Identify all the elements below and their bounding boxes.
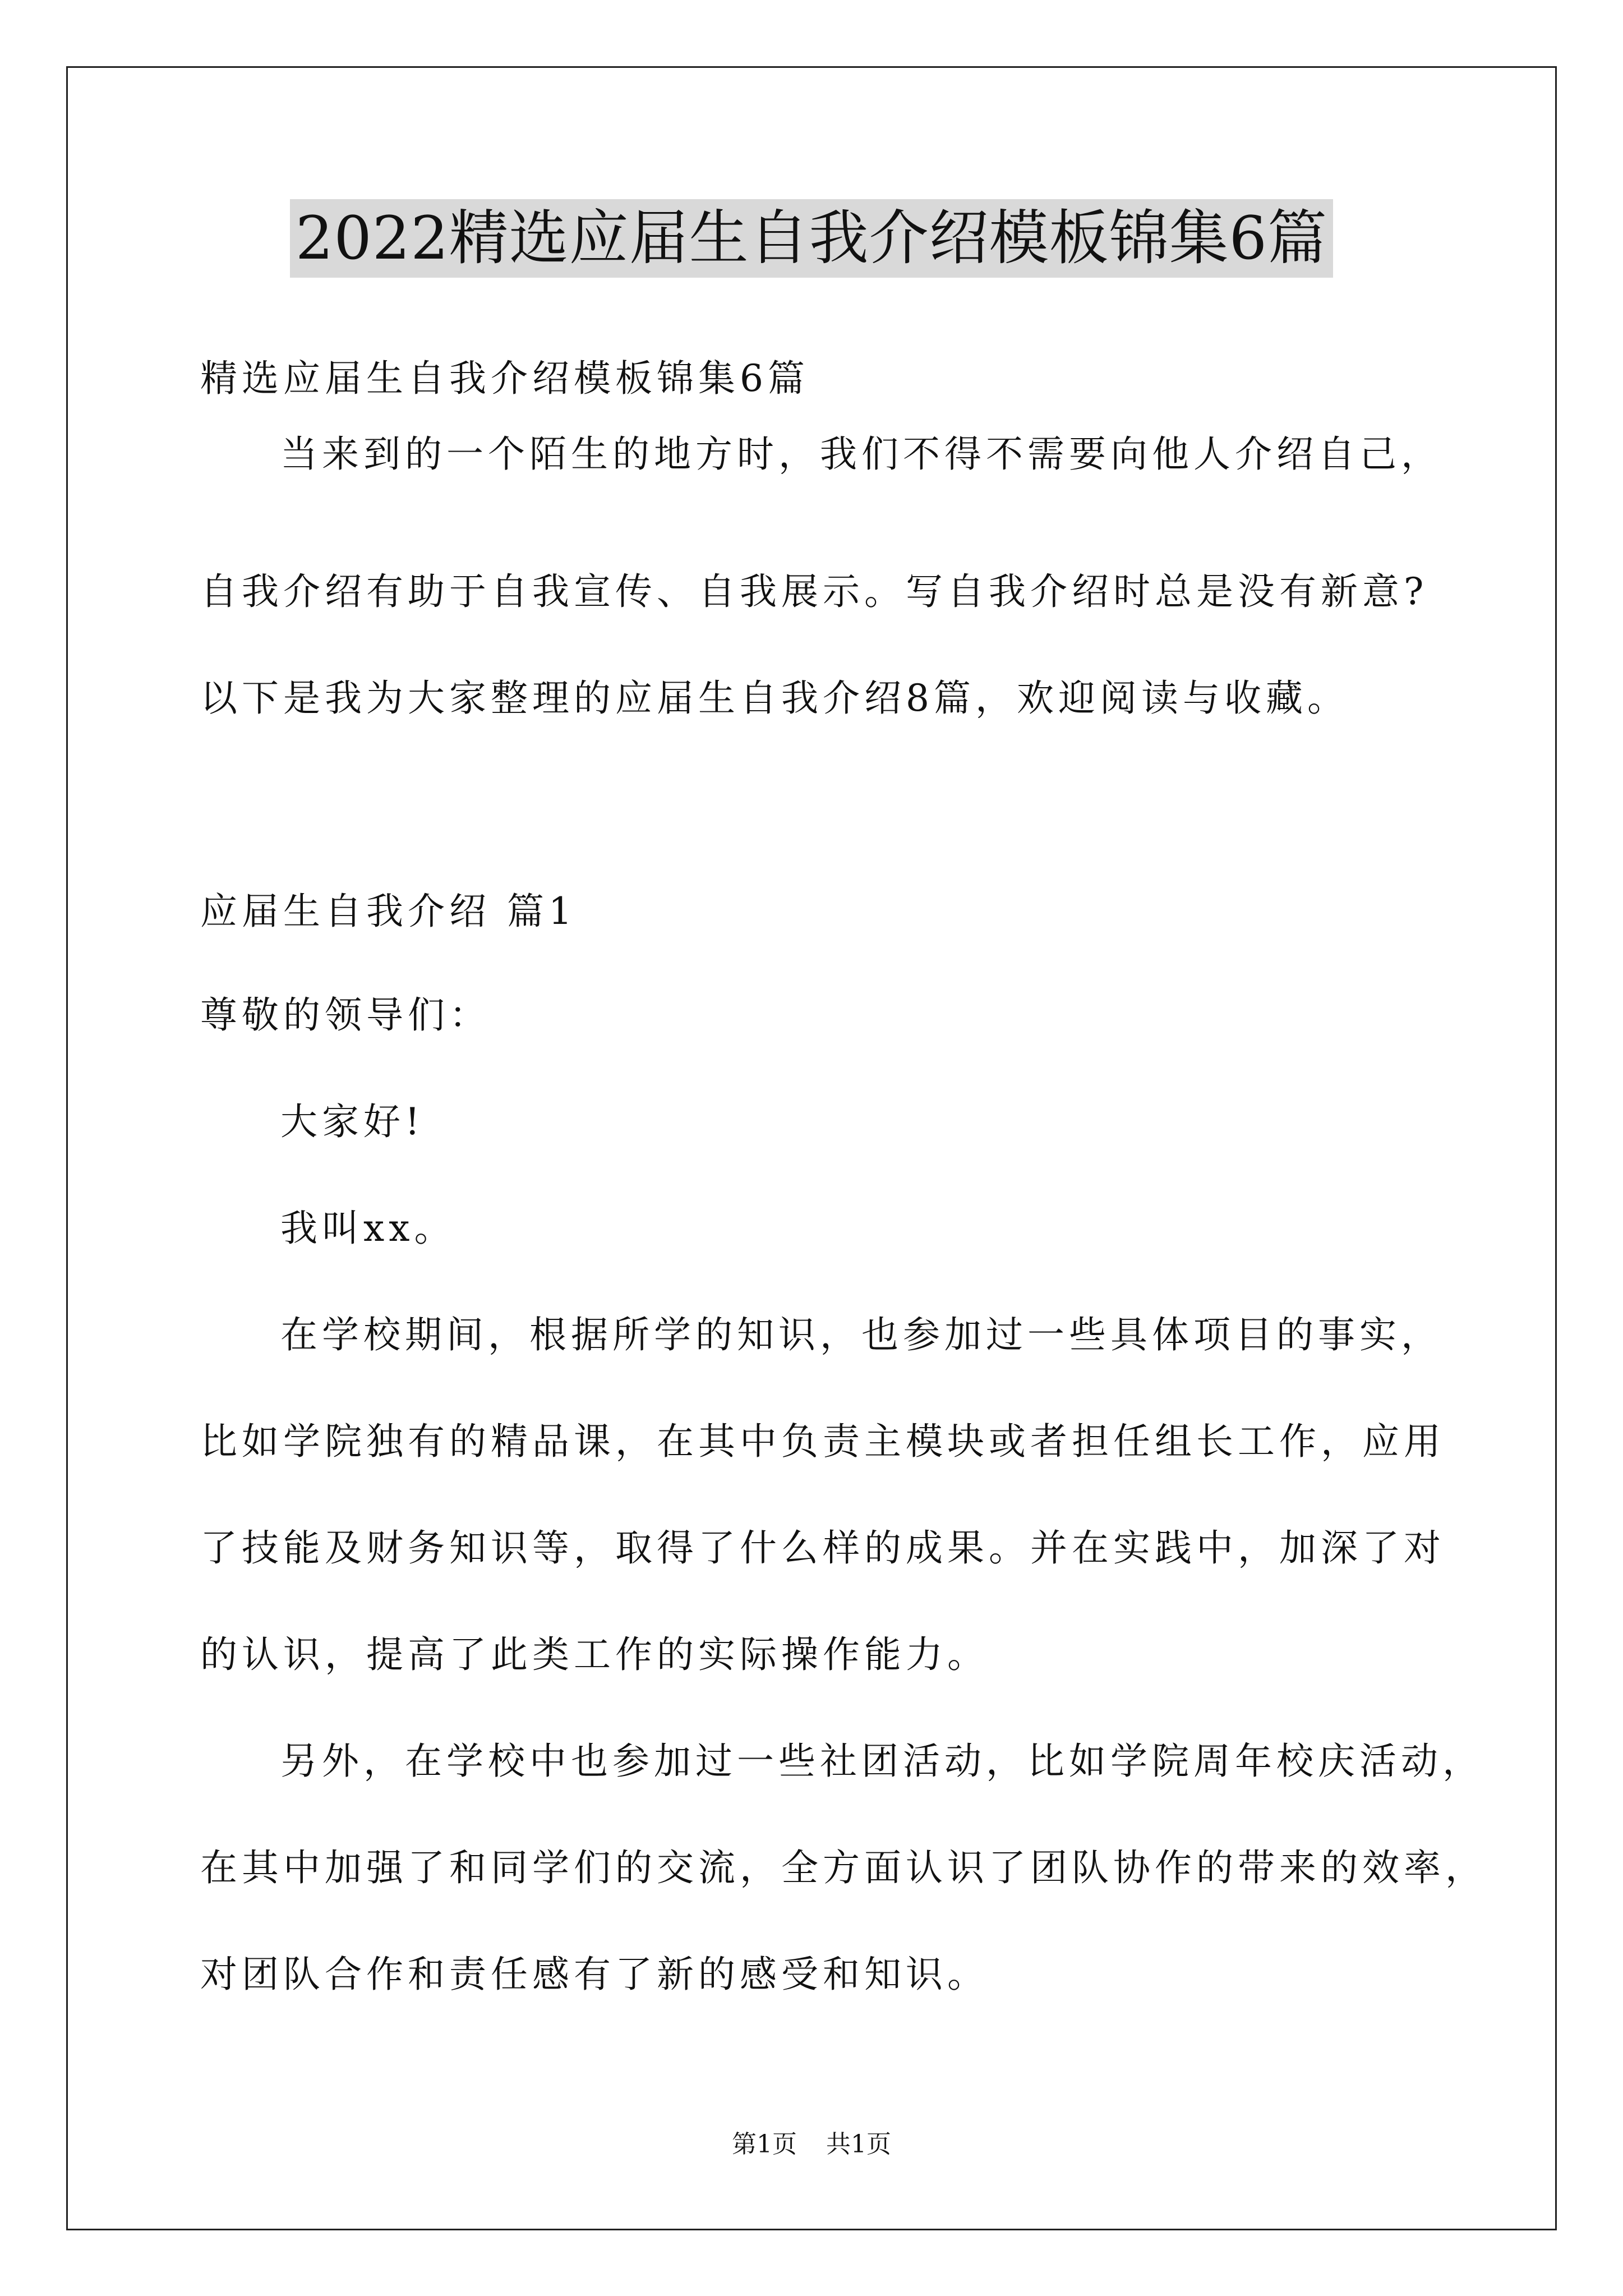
paragraph-line: 了技能及财务知识等，取得了什么样的成果。并在实践中，加深了对 xyxy=(200,1526,1445,1570)
paragraph-line: 另外，在学校中也参加过一些社团活动，比如学院周年校庆活动， xyxy=(280,1740,1484,1783)
subtitle-line: 精选应届生自我介绍模板锦集6篇 xyxy=(200,357,809,400)
paragraph-line: 当来到的一个陌生的地方时，我们不得不需要向他人介绍自己， xyxy=(280,432,1442,476)
greeting-line: 大家好! xyxy=(280,1100,425,1143)
paragraph-line: 以下是我为大家整理的应届生自我介绍8篇，欢迎阅读与收藏。 xyxy=(200,677,1349,720)
section-heading: 应届生自我介绍 篇1 xyxy=(200,890,577,933)
paragraph-line: 在学校期间，根据所学的知识，也参加过一些具体项目的事实， xyxy=(280,1313,1442,1356)
paragraph-line: 自我介绍有助于自我宣传、自我展示。写自我介绍时总是没有新意? xyxy=(200,570,1428,613)
paragraph-line: 对团队合作和责任感有了新的感受和知识。 xyxy=(200,1953,989,1996)
paragraph-line: 在其中加强了和同学们的交流，全方面认识了团队协作的带来的效率， xyxy=(200,1846,1487,1889)
page-footer xyxy=(0,2129,1623,2160)
paragraph-line: 比如学院独有的精品课，在其中负责主模块或者担任组长工作，应用 xyxy=(200,1420,1445,1463)
title-container xyxy=(0,199,1623,278)
page-number: 第1页 xyxy=(732,2130,797,2159)
name-line: 我叫xx。 xyxy=(280,1207,456,1250)
salutation-line: 尊敬的领导们： xyxy=(200,993,491,1037)
document-title: 2022精选应届生自我介绍模板锦集6篇 xyxy=(290,199,1333,278)
total-pages: 共1页 xyxy=(826,2130,891,2159)
paragraph-line: 的认识，提高了此类工作的实际操作能力。 xyxy=(200,1633,989,1676)
